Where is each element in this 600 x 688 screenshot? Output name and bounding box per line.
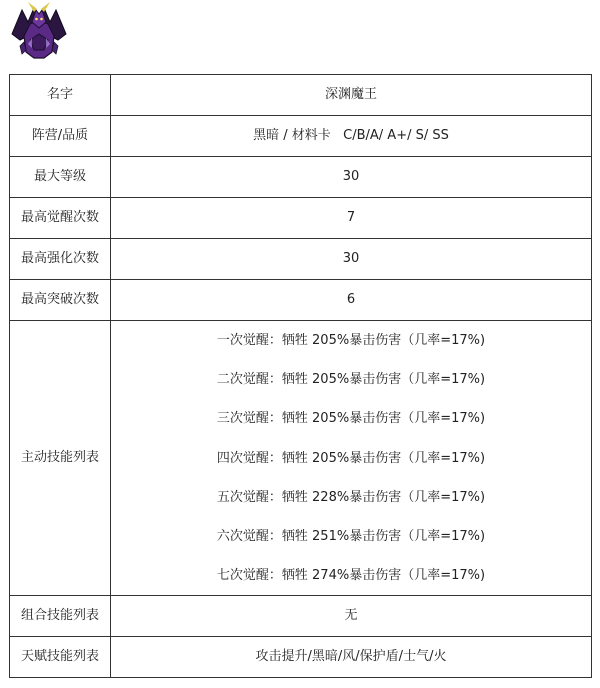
skill-line: 三次觉醒：牺牲 205%暴击伤害（几率=17%) — [216, 411, 486, 427]
skill-list — [111, 321, 592, 596]
row-max-awaken — [10, 198, 592, 239]
row-value: 6 — [111, 280, 592, 321]
row-value: 30 — [111, 157, 592, 198]
skill-line: 七次觉醒：牺牲 274%暴击伤害（几率=17%) — [216, 568, 486, 584]
row-faction-quality — [10, 116, 592, 157]
row-label: 天赋技能列表 — [10, 637, 111, 678]
row-label: 阵营/品质 — [10, 116, 111, 157]
character-info-table — [9, 74, 592, 678]
row-value: 黑暗 / 材料卡 C/B/A/ A+/ S/ SS — [111, 116, 592, 157]
row-max-breakthrough — [10, 280, 592, 321]
row-talent-skills — [10, 637, 592, 678]
row-label: 组合技能列表 — [10, 596, 111, 637]
row-label: 最高突破次数 — [10, 280, 111, 321]
skill-line: 六次觉醒：牺牲 251%暴击伤害（几率=17%) — [216, 528, 486, 544]
row-value: 7 — [111, 198, 592, 239]
row-label: 名字 — [10, 75, 111, 116]
row-label: 最高觉醒次数 — [10, 198, 111, 239]
row-label: 最高强化次数 — [10, 239, 111, 280]
row-value: 攻击提升/黑暗/风/保护盾/士气/火 — [111, 637, 592, 678]
character-avatar — [8, 0, 70, 62]
row-max-level — [10, 157, 592, 198]
row-value: 无 — [111, 596, 592, 637]
row-name — [10, 75, 592, 116]
demon-king-icon — [12, 2, 66, 58]
row-value: 30 — [111, 239, 592, 280]
skill-line: 五次觉醒：牺牲 228%暴击伤害（几率=17%) — [216, 489, 486, 505]
row-active-skills — [10, 321, 592, 596]
row-value: 深渊魔王 — [111, 75, 592, 116]
row-max-enhance — [10, 239, 592, 280]
skill-line: 二次觉醒：牺牲 205%暴击伤害（几率=17%) — [216, 372, 486, 388]
skill-line: 一次觉醒：牺牲 205%暴击伤害（几率=17%) — [216, 333, 486, 348]
skill-line: 四次觉醒：牺牲 205%暴击伤害（几率=17%) — [216, 450, 486, 466]
row-label: 主动技能列表 — [10, 321, 111, 596]
row-combo-skills — [10, 596, 592, 637]
row-label: 最大等级 — [10, 157, 111, 198]
